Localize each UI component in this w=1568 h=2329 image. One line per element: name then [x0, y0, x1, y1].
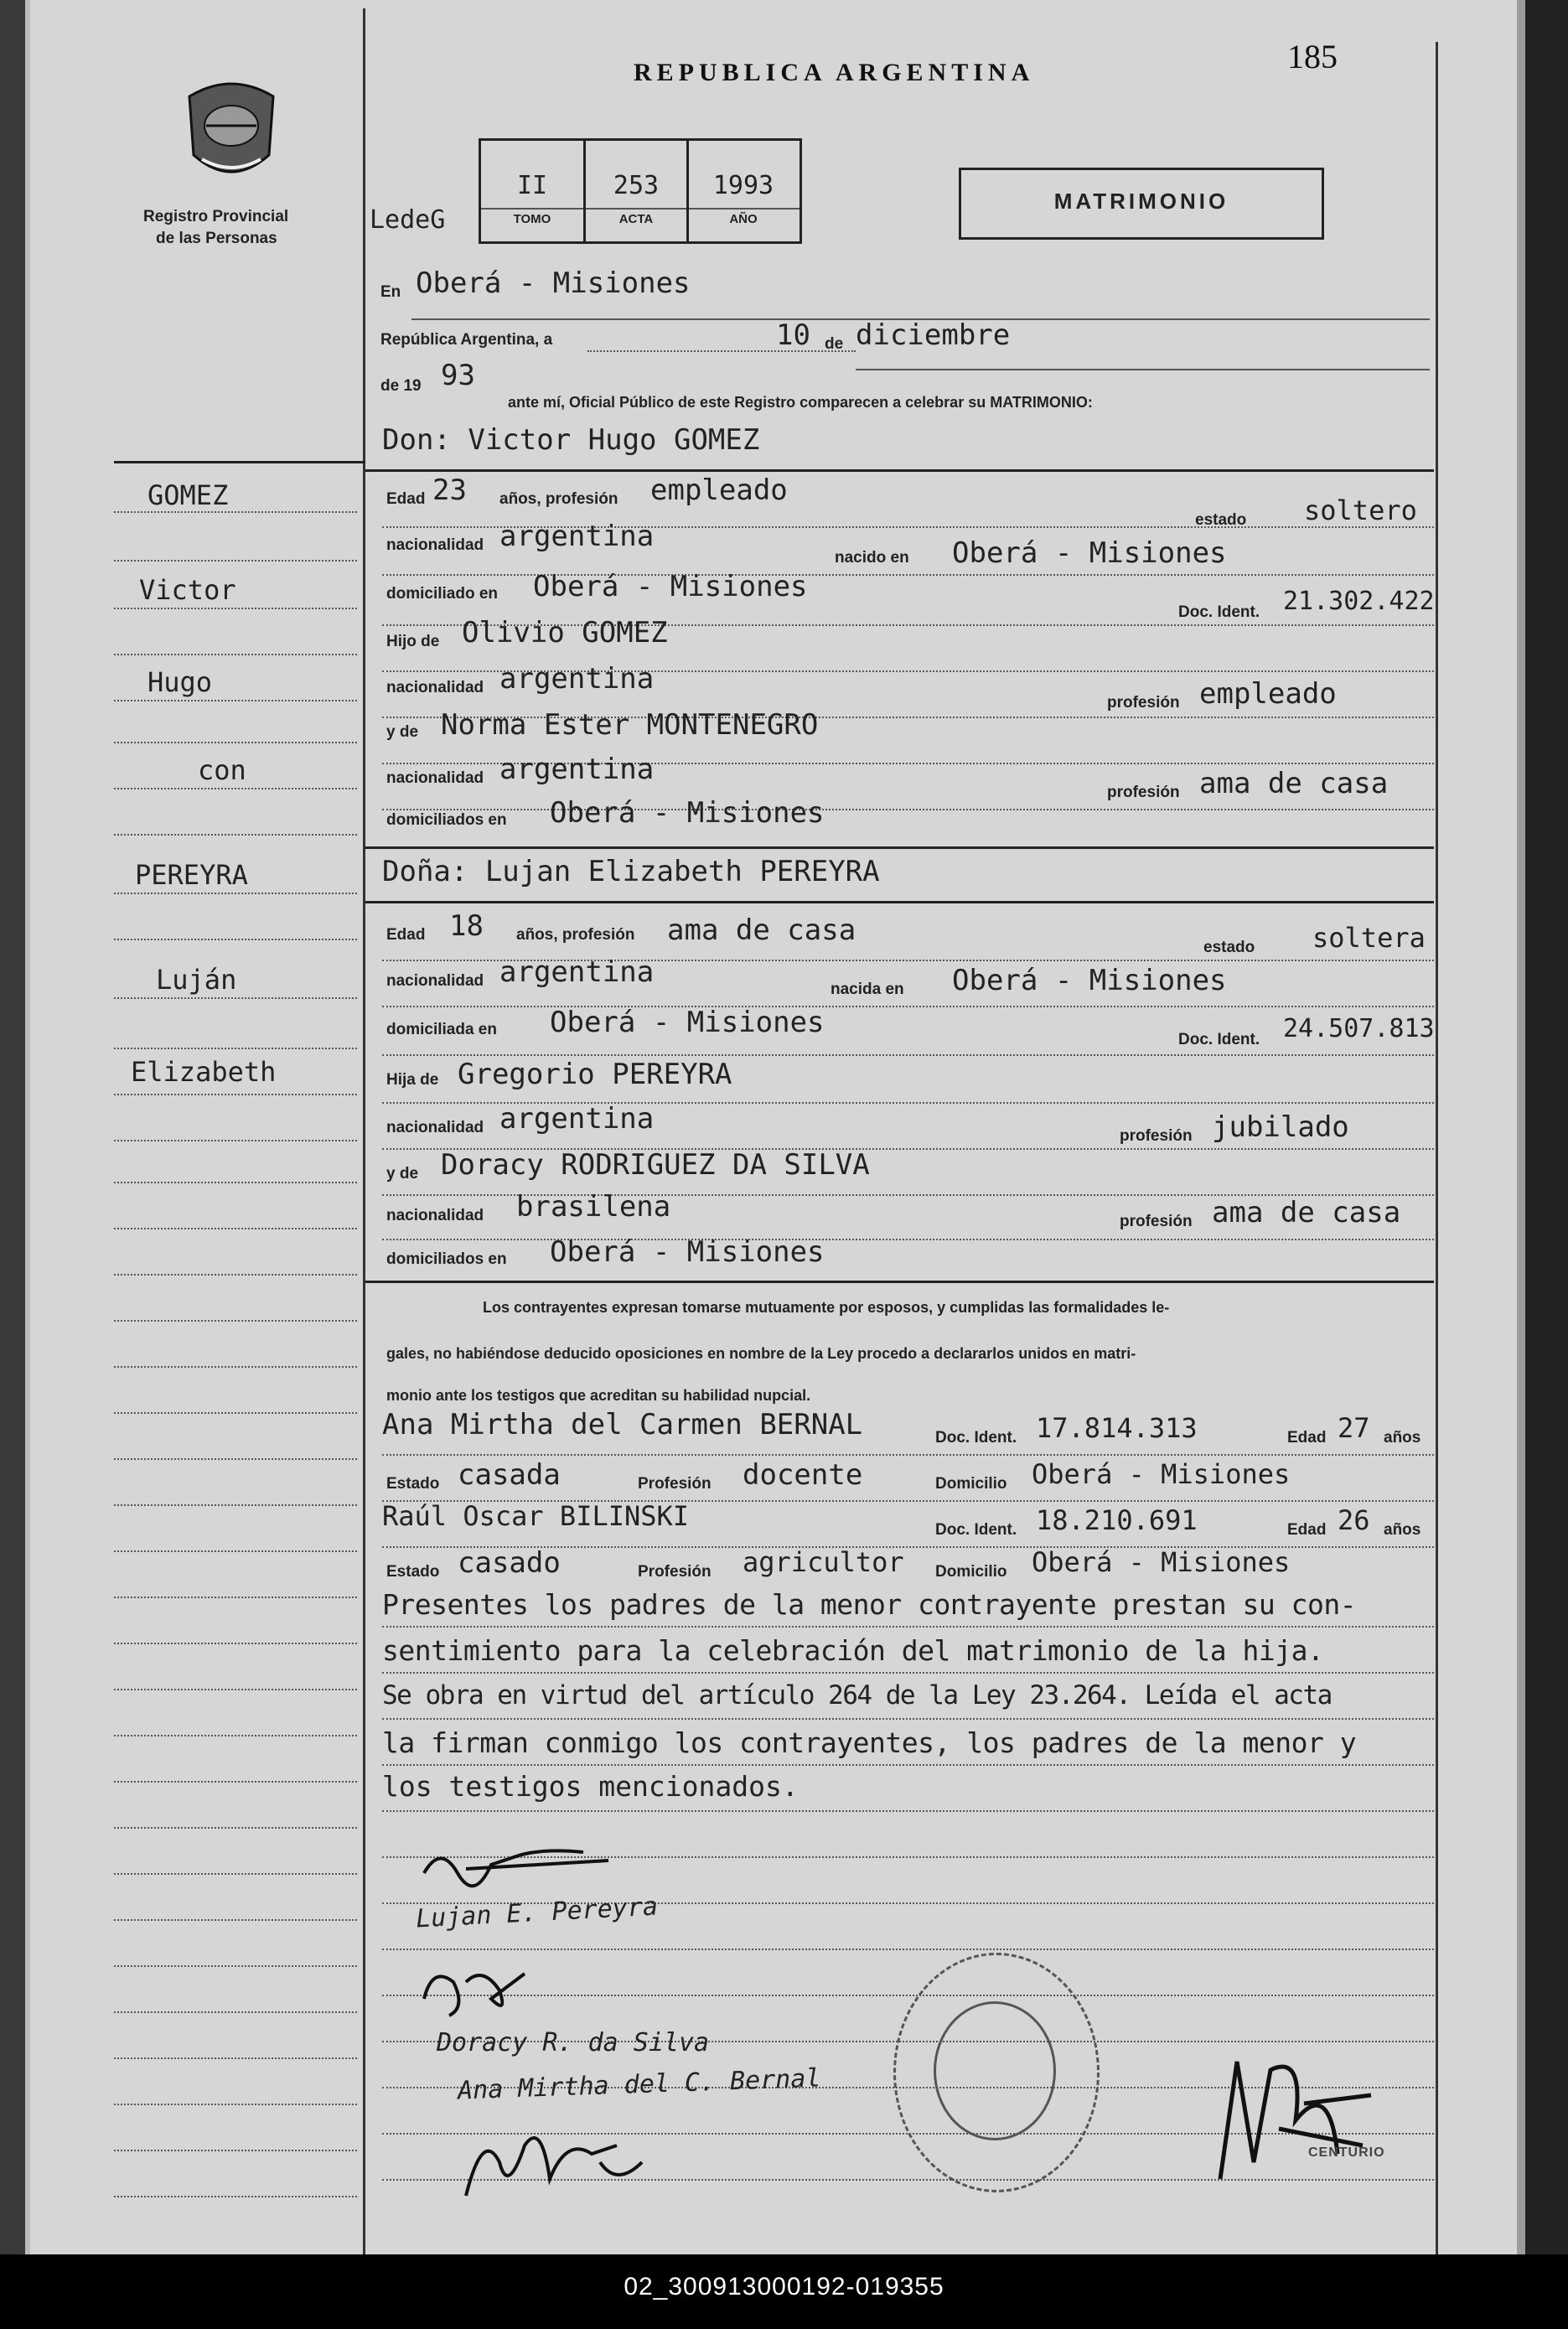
margin-hugo: Hugo [147, 666, 213, 698]
binding-edge [0, 0, 25, 2254]
witness2-status: casado [458, 1546, 561, 1580]
tomo-label: TOMO [513, 212, 551, 226]
witness1-name: Ana Mirtha del Carmen BERNAL [382, 1408, 863, 1441]
margin-pereyra: PEREYRA [135, 859, 248, 891]
groom-dom-label: domiciliado en [386, 585, 499, 603]
witness2-estado-label: Estado [386, 1563, 440, 1581]
groom-domicile: Oberá - Misiones [533, 570, 808, 603]
groom-signature [416, 1840, 617, 1890]
bride-mother-profession: ama de casa [1212, 1196, 1401, 1229]
bride-mother-prof-label: profesión [1120, 1213, 1193, 1230]
bride-nac-label: nacionalidad [386, 972, 484, 990]
witness-signature: Ana Mirtha del C. Bernal [457, 2063, 821, 2106]
image-id-caption: 02_300913000192-019355 [624, 2273, 944, 2301]
page-number: 185 [1287, 38, 1338, 75]
witness1-status: casada [458, 1458, 561, 1492]
year-prefix: de 19 [380, 377, 422, 395]
coat-of-arms-icon [177, 75, 286, 193]
groom-father-nac-label: nacionalidad [386, 679, 484, 696]
bride-hija-label: Hija de [386, 1071, 439, 1089]
bride-profession: ama de casa [667, 913, 856, 947]
groom-name: Don: Victor Hugo GOMEZ [382, 423, 760, 457]
groom-parents-domicile: Oberá - Misiones [550, 796, 825, 830]
margin-lujan: Luján [156, 964, 237, 996]
mother-signature: Doracy R. da Silva [437, 2028, 710, 2057]
bride-dom-label: domiciliada en [386, 1021, 497, 1038]
bride-father-nationality: argentina [499, 1102, 655, 1136]
groom-father-nationality: argentina [499, 662, 655, 696]
groom-civil-status: soltero [1304, 494, 1417, 526]
registry-name-line2: de las Personas [156, 230, 277, 247]
ano-value: 1993 [712, 171, 774, 200]
witness2-doc: 18.210.691 [1036, 1504, 1198, 1536]
place: Oberá - Misiones [416, 267, 691, 300]
notes-line-5: los testigos mencionados. [382, 1770, 799, 1803]
country-title: REPUBLICA ARGENTINA [634, 59, 1035, 86]
bride-father-profession: jubilado [1212, 1110, 1349, 1144]
register-page [25, 0, 1525, 2254]
bride-doc-label: Doc. Ident. [1178, 1031, 1260, 1048]
declaration-line-1: Los contrayentes expresan tomarse mutuamente por esposos, y cumplidas las formalidades le- [483, 1299, 1170, 1316]
groom-anos-label: años, profesión [499, 490, 618, 508]
declaration-line-3: monio ante los testigos que acreditan su habilidad nupcial. [386, 1387, 811, 1404]
bride-civil-status: soltera [1312, 922, 1426, 954]
groom-nac-label: nacionalidad [386, 536, 484, 554]
acta-label: ACTA [618, 212, 654, 226]
republica-label: República Argentina, a [380, 331, 553, 349]
declaration-line-2: gales, no habiéndose deducido oposiciones en nombre de la Ley procedo a declararlos unidos en matri- [386, 1345, 1136, 1362]
en-label: En [380, 283, 401, 301]
groom-mother-profession: ama de casa [1199, 767, 1389, 800]
bride-mother-nac-label: nacionalidad [386, 1207, 484, 1224]
bride-doc: 24.507.813 [1283, 1014, 1435, 1043]
witness2-prof-label: Profesión [638, 1563, 712, 1581]
notes-line-1: Presentes los padres de la menor contrayente prestan su con- [382, 1588, 1357, 1621]
bride-nationality: argentina [499, 955, 655, 989]
witness2-name: Raúl Oscar BILINSKI [382, 1500, 690, 1532]
witness1-doc: 17.814.313 [1036, 1412, 1198, 1444]
notes-line-3: Se obra en virtud del artículo 264 de la Ley 23.264. Leída el acta [382, 1680, 1332, 1711]
witness1-prof-label: Profesión [638, 1475, 712, 1493]
right-border [1436, 42, 1438, 2254]
witness1-anos-label: años [1384, 1429, 1421, 1447]
groom-nationality: argentina [499, 520, 655, 553]
bride-signature: Lujan E. Pereyra [415, 1892, 659, 1934]
groom-father-prof-label: profesión [1107, 694, 1180, 712]
groom-mother-nationality: argentina [499, 753, 655, 786]
groom-birthplace: Oberá - Misiones [952, 536, 1227, 570]
bride-estado-label: estado [1203, 939, 1255, 956]
bride-parents-domicile: Oberá - Misiones [550, 1235, 825, 1269]
witness1-age: 27 [1338, 1412, 1370, 1444]
witness2-anos-label: años [1384, 1521, 1421, 1539]
witness1-estado-label: Estado [386, 1475, 440, 1493]
notes-line-4: la firman conmigo los contrayentes, los padres de la menor y [382, 1726, 1357, 1759]
bride-anos-label: años, profesión [516, 926, 635, 944]
stamp-text: CENTURIO [1308, 2145, 1385, 2160]
witness1-doc-label: Doc. Ident. [935, 1429, 1017, 1447]
groom-yde-label: y de [386, 723, 419, 741]
witness2-profession: agricultor [743, 1546, 904, 1578]
act-day: 10 [776, 318, 810, 352]
margin-gomez: GOMEZ [147, 479, 229, 511]
bride-father: Gregorio PEREYRA [458, 1058, 732, 1091]
witness2-age: 26 [1338, 1504, 1370, 1536]
intro-statement: ante mí, Oficial Público de este Registro comparecen a celebrar su MATRIMONIO: [508, 394, 1093, 411]
reference-prefix: LedeG [370, 205, 446, 235]
witness2-edad-label: Edad [1287, 1521, 1327, 1539]
margin-victor: Victor [139, 574, 236, 606]
year-suffix: 93 [441, 359, 475, 392]
margin-divider [363, 8, 365, 2254]
notes-line-2: sentimiento para la celebración del matrimonio de la hija. [382, 1634, 1324, 1667]
act-type-label: MATRIMONIO [1053, 189, 1229, 214]
witness1-domicile: Oberá - Misiones [1032, 1458, 1291, 1490]
witness1-profession: docente [743, 1458, 863, 1492]
de-label: de [825, 335, 844, 353]
official-seal [893, 1953, 1100, 2192]
witness2-dom-label: Domicilio [935, 1563, 1007, 1581]
groom-mother: Norma Ester MONTENEGRO [441, 708, 819, 742]
witness2-domicile: Oberá - Misiones [1032, 1546, 1291, 1578]
bride-nacida-label: nacida en [831, 981, 904, 998]
groom-doc-label: Doc. Ident. [1178, 603, 1260, 621]
margin-elizabeth: Elizabeth [131, 1056, 277, 1088]
acta-value: 253 [613, 171, 660, 200]
witness2-signature [449, 2112, 667, 2213]
bride-father-prof-label: profesión [1120, 1127, 1193, 1145]
act-month: diciembre [856, 318, 1011, 352]
bride-edad-label: Edad [386, 926, 426, 944]
tomo-value: II [516, 171, 548, 200]
witness1-edad-label: Edad [1287, 1429, 1327, 1447]
reference-box [479, 138, 802, 244]
witness2-doc-label: Doc. Ident. [935, 1521, 1017, 1539]
registry-name-line1: Registro Provincial [143, 208, 289, 225]
groom-parents-dom-label: domiciliados en [386, 811, 507, 829]
bride-yde-label: y de [386, 1165, 419, 1183]
margin-con: con [198, 754, 246, 786]
bride-name: Doña: Lujan Elizabeth PEREYRA [382, 855, 880, 888]
margin-section-rule-1 [114, 461, 365, 463]
bride-birthplace: Oberá - Misiones [952, 964, 1227, 997]
bride-age: 18 [449, 909, 484, 943]
bride-domicile: Oberá - Misiones [550, 1006, 825, 1039]
bride-father-nac-label: nacionalidad [386, 1119, 484, 1136]
groom-mother-prof-label: profesión [1107, 784, 1180, 801]
groom-estado-label: estado [1195, 511, 1247, 529]
registrar-signature [1203, 2045, 1388, 2196]
father-signature [416, 1957, 550, 2024]
groom-edad-label: Edad [386, 490, 426, 508]
groom-hijo-label: Hijo de [386, 633, 440, 650]
groom-profession: empleado [650, 474, 788, 507]
bride-mother-nationality: brasilena [516, 1190, 671, 1224]
bride-mother: Doracy RODRIGUEZ DA SILVA [441, 1148, 870, 1182]
act-type-box [959, 168, 1324, 240]
witness1-dom-label: Domicilio [935, 1475, 1007, 1493]
groom-nacido-label: nacido en [835, 549, 909, 567]
ano-label: AÑO [729, 212, 758, 226]
groom-doc: 21.302.422 [1283, 587, 1435, 616]
groom-mother-nac-label: nacionalidad [386, 769, 484, 787]
bride-parents-dom-label: domiciliados en [386, 1250, 507, 1268]
groom-father-profession: empleado [1199, 677, 1337, 711]
groom-father: Olivio GOMEZ [462, 616, 668, 650]
groom-age: 23 [432, 474, 467, 507]
